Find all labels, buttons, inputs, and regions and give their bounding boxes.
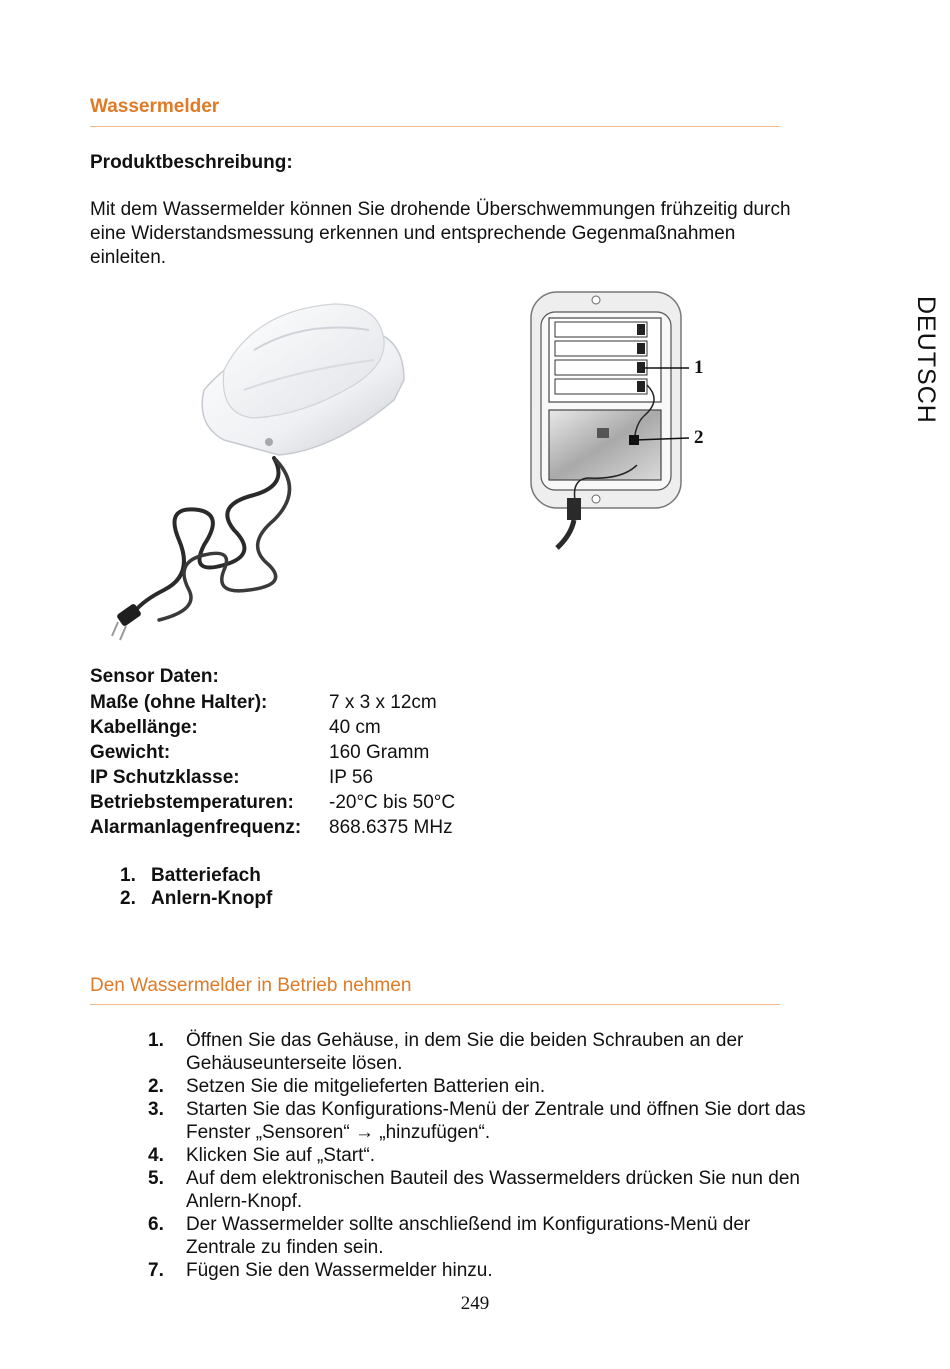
spec-key: Maße (ohne Halter): bbox=[90, 692, 268, 713]
step-line: Zentrale zu finden sein. bbox=[186, 1237, 384, 1258]
spec-value: 868.6375 MHz bbox=[329, 817, 453, 838]
water-sensor-photo bbox=[104, 290, 424, 650]
step-item bbox=[148, 1098, 868, 1144]
spec-value: 160 Gramm bbox=[329, 742, 430, 763]
section-title: Wassermelder bbox=[90, 96, 220, 117]
spec-key: Betriebstemperaturen: bbox=[90, 792, 294, 813]
list-number: 1. bbox=[120, 865, 136, 886]
sensor-specs-table bbox=[90, 690, 455, 840]
step-line: Fügen Sie den Wassermelder hinzu. bbox=[186, 1260, 493, 1281]
spec-row bbox=[90, 790, 455, 815]
spec-key: Gewicht: bbox=[90, 742, 171, 763]
description-line: einleiten. bbox=[90, 247, 167, 268]
step-number: 2. bbox=[148, 1076, 164, 1097]
step-number: 1. bbox=[148, 1030, 164, 1051]
step-number: 7. bbox=[148, 1260, 164, 1281]
step-number: 6. bbox=[148, 1214, 164, 1235]
step-number: 3. bbox=[148, 1099, 164, 1120]
spec-value: 7 x 3 x 12cm bbox=[329, 692, 437, 713]
callout-2: 2 bbox=[694, 427, 704, 448]
step-number: 4. bbox=[148, 1145, 164, 1166]
step-line: Öffnen Sie das Gehäuse, in dem Sie die beiden Schrauben an der bbox=[186, 1030, 744, 1051]
list-label: Anlern-Knopf bbox=[151, 888, 273, 909]
step-item bbox=[148, 1075, 868, 1098]
step-item bbox=[148, 1167, 868, 1213]
spec-key: Alarmanlagenfrequenz: bbox=[90, 817, 302, 838]
page-number: 249 bbox=[460, 1293, 490, 1314]
product-description bbox=[90, 198, 870, 270]
setup-steps bbox=[148, 1029, 868, 1282]
list-item bbox=[120, 864, 272, 887]
spec-value: -20°C bis 50°C bbox=[329, 792, 456, 813]
product-heading: Produktbeschreibung: bbox=[90, 152, 293, 173]
list-label: Batteriefach bbox=[151, 865, 261, 886]
step-item bbox=[148, 1213, 868, 1259]
language-tab-label: DEUTSCH bbox=[912, 296, 940, 424]
spec-key: Kabellänge: bbox=[90, 717, 198, 738]
parts-list bbox=[120, 864, 272, 910]
list-number: 2. bbox=[120, 888, 136, 909]
spec-value: IP 56 bbox=[329, 767, 374, 788]
step-line: Setzen Sie die mitgelieferten Batterien ein. bbox=[186, 1076, 546, 1097]
step-line: Fenster „Sensoren“ → „hinzufügen“. bbox=[186, 1122, 491, 1143]
step-item bbox=[148, 1259, 868, 1282]
step-number: 5. bbox=[148, 1168, 164, 1189]
spec-key: IP Schutzklasse: bbox=[90, 767, 240, 788]
language-tab bbox=[908, 296, 948, 436]
description-line: eine Widerstandsmessung erkennen und entsprechende Gegenmaßnahmen bbox=[90, 223, 736, 244]
sensor-heading: Sensor Daten: bbox=[90, 666, 219, 687]
battery-compartment-diagram bbox=[527, 290, 717, 550]
step-line: Klicken Sie auf „Start“. bbox=[186, 1145, 376, 1166]
callout-1: 1 bbox=[694, 357, 704, 378]
description-line: Mit dem Wassermelder können Sie drohende Überschwemmungen frühzeitig durch bbox=[90, 199, 791, 220]
spec-row bbox=[90, 690, 455, 715]
spec-row bbox=[90, 765, 455, 790]
step-line: Auf dem elektronischen Bauteil des Wassermelders drücken Sie nun den bbox=[186, 1168, 800, 1189]
spec-row bbox=[90, 815, 455, 840]
spec-row bbox=[90, 715, 455, 740]
step-line: Anlern-Knopf. bbox=[186, 1191, 303, 1212]
spec-row bbox=[90, 740, 455, 765]
step-item bbox=[148, 1029, 868, 1075]
step-item bbox=[148, 1144, 868, 1167]
setup-heading: Den Wassermelder in Betrieb nehmen bbox=[90, 975, 412, 996]
step-line: Der Wassermelder sollte anschließend im Konfigurations-Menü der bbox=[186, 1214, 751, 1235]
setup-divider bbox=[90, 1004, 780, 1005]
list-item bbox=[120, 887, 272, 910]
step-line: Starten Sie das Konfigurations-Menü der Zentrale und öffnen Sie dort das bbox=[186, 1099, 806, 1120]
spec-value: 40 cm bbox=[329, 717, 381, 738]
title-divider bbox=[90, 126, 780, 127]
step-line: Gehäuseunterseite lösen. bbox=[186, 1053, 403, 1074]
